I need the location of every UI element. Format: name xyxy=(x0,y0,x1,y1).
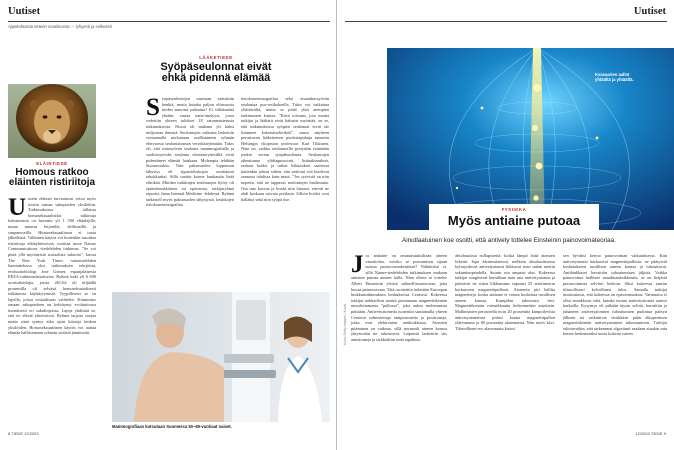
mammo-headline-line2: ehkä pidennä elämää xyxy=(161,72,271,84)
section-title-right: Uutiset xyxy=(633,6,666,17)
section-subtitle: Ajankohtaista tieteen maailmasta — lyhyesti ja selkeästi xyxy=(8,24,112,29)
physics-col2: absoluuttista nollapistettä, koska lämpö lisää atomien liikettä. Jopa äärimmäisessä, melkein absoluuttisessa kylmyydessä antivetyatomit liikkuvat noin sadan metrin sekuntinopeudella. Suurin osa ampaisi alas. Kokeessa tutkijat vangitsivat kerrallaan noin sata antivetyatomia ja päästivät ne sitten liikkumaan vapaasti 25 senttimetrin korkuiseen magneettipulloon. Atomeita piti hallita magneetteja, koska antiaine ei voinut koskettaa tavallisen aineen kanssa. Kumpikin tuhoutuisi heti. Magneettikentän voimakkuutta heikennettiin asteittain. Mallintusten perusteella noin 20 prosenttia kimpoilevista antivetyatomeista pitäisi karata magneettipullon yläreunasta ja 80 prosenttia alareunasta. Niin myös kävi. Tilastollinen ero alareunasta katosi xyxy=(455,253,555,331)
physics-col3: sen hyväksi kertoo painovoiman vaikutuksesta. Kun antivetyatomit karkasivat magneettipullosta, ne päätyivät kosketukseen tavallisen aineen kanssa ja tuhoutuivat. Antihiukkaset havaittiin tuhoutumisen jäljistä. Vaikka painovoima hallitsee maailmankaikkeutta, se on heijästä perusvoimista selvästi heikoin. Siksi kokeessa saatiin tilastollisesti kelvollinen tulos. Samalla tutkijat muistuttavat, että kokeessa on epävarmuuksia. Varmuutta ei ollut ennakkoon siitä, kuinka monta antivetyatomia saattoi karkailla. Kysymys oli pitkään täysin selvää, havaittiin ja juhaneen antivetyatomien tuhoutumien pudottua pääsyn jälkeen tai vaikuttivat sivukkäisi pään alkuperäisen magneettikentän antivetyatomien tuhoutumisen. Tutkijat odottavatkin, että tarkemmat algoritmit saadaan ainakin sata kertaa herkemmiksi uusia kokeita varten. xyxy=(563,253,667,337)
mammo-col1-text: yöpäseulontojen sanotaan säästävän henkiä, mutta kuinka paljon elinvuosia niiden ansiosta palautuu? Ei välttämättä yhtään, vastaa meta-analyysi, jossa vedettiin yhteen tulokset 18 satunnaistetusta tutkimuksesta. Niissä oli mukana yli kaksi miljoonaa ihmistä. Seulontojen vaikutus laskettiin vertaamalla seulontaan osallistuneen ryhmän elinvuosia seulontatonsan verrokkiryhmään. Tulos oli, että rintasyövän seulonta mammografialla ja suolistosyövän seulonta ulosteseryttestillä eivät pidentäneet elämää lainkaan. Molempia tehdään Suomessakin. Vain paksusuolen loppuosan tähystys eli sigmoidoskopia osoittautui tehokkaaksi. Sillä saatiin koime kuukautta lisää elinikää. Muiden tutkittujen seulontojen hyöty oli epätodennäköinen tai epävarma, tutkijaryhmä raportoi Jama Internal Medicine -lehdessä. Ryhmä tarkasteli myös paksusuolen tähystystä, keuhkojen tietokonetomografiaa xyxy=(146,96,234,208)
physics-headline: Myös antiaine putoaa xyxy=(447,213,581,228)
mammo-caption: Mammografiaan kutsutaan Suomessa 50–69-vuotiaat naiset. xyxy=(112,424,232,429)
lion-illustration xyxy=(8,84,96,158)
physics-kicker: FYSIIKKA xyxy=(501,207,527,212)
physics-col1-text: os antiaine on ominaisuuksiltaan aineen vastakohta, voisiko se putoamisen sijaan nousta painovoimakentässä? Nähtävästi ei, sillä Nature-tiedelehden tutkimuksen mukaan antiaine putoaa aineen lailla. Näin olleen se tottelee Albert Einsteinin yleistä suhteellisuusteoriaa, joka kuvaa painovoimaa. Tätä osoitettiin äskettäin Euroopan hiukkastutkimuksen keskuksessa Cernissä. Kokeessa tutkijat tarkkailivat atomit putoamaan magneettikentän muodostamassa ”pullossa”, joka aukea molemmista päistään. Antivetyatomeita tuotettiin saattamalla yhteen Cernissä valmistettuja antiprotoneita ja positroneja, jotka ovat elektronien antihiukkasia. Atomien pitäminen on vaikeaa, sillä normaali aineen kanssa yhtyessään ne tuhoutuvat. Laiputtia laskettiin siis antiatomeja ja tarkkailtiin mitä tapahtuu. xyxy=(351,253,447,342)
section-rule-right xyxy=(345,21,667,22)
physics-dropcap: J xyxy=(351,253,364,278)
mammo-dropcap: S xyxy=(146,96,160,121)
right-folio: 12/2023 TIEDE 9 xyxy=(635,431,666,436)
photo-credit: Kuva: Getty Images / Kuvat xyxy=(343,303,347,345)
physics-lead: Ainutlaatuinen koe osoitti, että antivety tottelee Einsteinin painovoimateoriaa. xyxy=(402,237,616,244)
lion-dropcap: U xyxy=(8,196,27,221)
image-caption xyxy=(595,72,665,82)
lion-kicker: ELÄINTIEDE xyxy=(36,161,68,166)
lion-body xyxy=(8,196,96,428)
image-caption-line2: yhtäältä ja yhtäältä. xyxy=(595,77,634,82)
right-page xyxy=(337,0,674,450)
lion-headline-line2: eläinten ristiriitoja xyxy=(8,177,96,189)
lion-body-text: usein eläimet turvautuvat vetoa myös toisiin saman sukupuolen yksilöihin. Tutkimuksissa tällaisia homoseksuaalisiksi tulkittuja kohtaamisia on havaittu yli 1 500 eläinlajilla, muun muassa leijonilla, delfiineillä ja simpansseilla. Homoseksuaalisuus ei tuota jälkeläisiä. Tällainen käytös voi kuitenkin tasoittaa ristiriitoja eläinyhteisössä, osoittaa tuore Nature Communications -tiedelehden tutkimus. ”Se voi pitää yllä myönteisiä sosiaalisia suhteita”, kuvaa The New York Times -sanomalehden haastattelussa yksi tutkimuksen tekijöistä, evoluutiobiologi José Gómez espanjalaisesta EEZA-tutkimuslaitoksesta. Ryhmä tutki yli 6 600 sa-nisäkäslajia, joista 261:llä oli niljäällä prosentilla oli selvästi homoseksuaalisesti tulkittavaa käyttäytymistä. Tyypillisesti se on lajeilla, joissa sosiaalisuus vaihtelee. Kiinnostus omaan sukupuoleen on kehittynyt evoluutiossa itsenäisesti eri sukulinjoissa. Lajeja yhdistää se, että ne elävät yhteisöissä. Ryhmä tarjoaa suojaa mutta siinä syntyy aika ajoin kiistoja kesken yksilöiden. Homoseksuaalinen käytös voi auttaa elämää hallitsemaan ryhmän sisäisiä jännitteitä. xyxy=(8,196,96,336)
mammography-illustration xyxy=(112,292,330,422)
mammo-col2: tietokonetomografiaa sekä eturauhassyövän seulontaa psa-verikokeella. Tulos voi vaikuttaa yllättävältä, mutta se pitää yhtä aiempien tutkimusten kanssa. ”Kävä toisiaan, jota monet tutkijat ja lääkärit eivät haluaisi myöntää, on se, että tutkimuksissa syöpien seulonnat eivät ole lisänneet kokonaiselinikää”, sanoo näytteen perustuvan lääketieteen puolestapuhuja tunnettu Helsingin yliopiston professori Kari Tikkinen. Näin on, vaikka seulonnoilla pystytään estämään jonkin verran syöpäkuolemia. Seulontojen aiheuttama ylidiagnosointi, lisätutkimukset, raskaat hoidot ja turhat leikkaukset saattavat kuitenkin johtaa siihen, että seulotut sitä kuolevat samassa tahdissa kuin muut. ”Jos syövistä on niin nopeita, että ne tappavat seulontojen huolimatta. Osa taas kasvaa ja leviää niin hitaasti, ettevät ne ehdi koskaan vaivata potilasta. Silloin hoidot ovat hallaksi sekä niin syöpä itse. xyxy=(241,96,329,202)
image-caption-line1: Kvasaarien aallot xyxy=(595,72,630,77)
mammo-col1 xyxy=(146,96,234,286)
left-folio: 8 TIEDE 12/2023 xyxy=(8,431,39,436)
mammo-headline xyxy=(140,62,292,84)
mammography-photo xyxy=(112,292,330,422)
lion-headline xyxy=(6,168,98,188)
section-rule xyxy=(8,21,330,22)
mammo-headline-line1: Syöpäseulonnat eivät xyxy=(160,61,272,73)
physics-col1 xyxy=(351,253,447,429)
lion-headline-line1: Homous ratkoo xyxy=(15,167,89,178)
mammo-kicker: LÄÄKETIEDE xyxy=(199,55,233,60)
section-title: Uutiset xyxy=(8,6,41,17)
left-page xyxy=(0,0,336,450)
lion-photo xyxy=(8,84,96,158)
